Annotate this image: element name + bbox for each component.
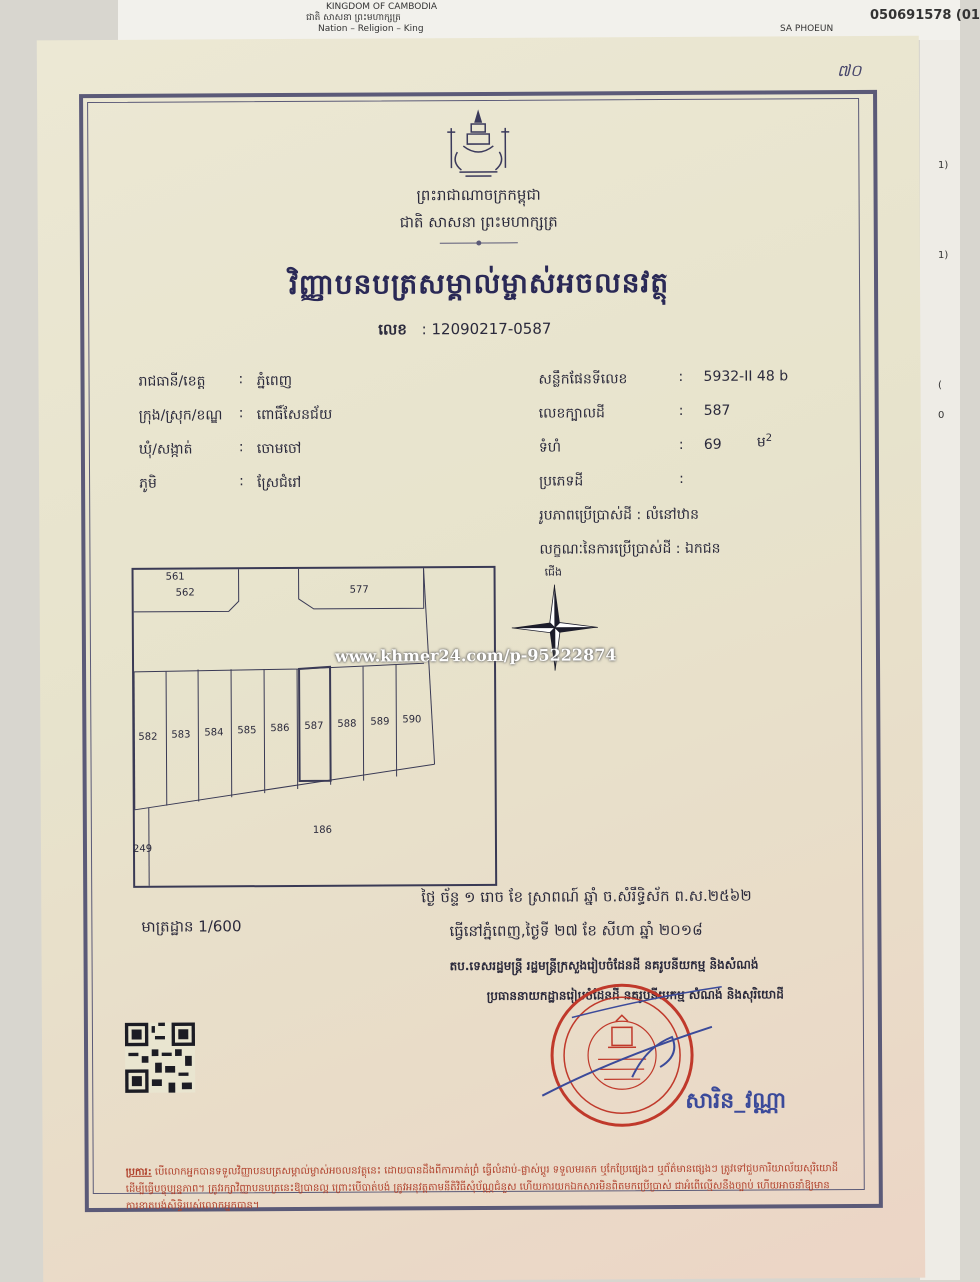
parcel-label-588: 588 bbox=[337, 718, 357, 730]
field-value-land-use: លំនៅឋាន bbox=[645, 506, 700, 524]
bg-text-motto: ជាតិ សាសនា ព្រះមហាក្សត្រ bbox=[306, 13, 401, 23]
bg-text-nation: Nation – Religion – King bbox=[318, 24, 424, 34]
certificate-number-value: 12090217-0587 bbox=[431, 319, 552, 339]
motto-heading: ជាតិ សាសនា ព្រះមហាក្សត្រ bbox=[399, 212, 558, 232]
kingdom-heading: ព្រះរាជាណាចក្រកម្ពុជា bbox=[416, 185, 541, 205]
heading-ornament-icon bbox=[438, 238, 520, 248]
parcel-label-577: 577 bbox=[349, 584, 369, 596]
field-label-commune: ឃុំ/សង្កាត់ bbox=[138, 441, 193, 458]
lunar-date: ថ្ងៃ ច័ន្ទ ១ រោច ខែ ស្រាពណ៍ ឆ្នាំ ច.សំរឹទ្ធិស័ក ព.ស.២៥៦២ bbox=[421, 886, 752, 907]
parcel-label-583: 583 bbox=[171, 729, 191, 741]
notice-paragraph bbox=[126, 1160, 852, 1215]
parcel-label-186: 186 bbox=[312, 824, 333, 836]
field-label-district: ក្រុង/ស្រុក/ខណ្ឌ bbox=[138, 407, 223, 424]
parcel-label-589: 589 bbox=[370, 716, 390, 728]
parcel-label-587: 587 bbox=[304, 720, 324, 732]
field-label-map-sheet: សន្លឹកផែនទីលេខ bbox=[538, 371, 628, 388]
parcel-label-585: 585 bbox=[237, 725, 257, 737]
background-paper-right bbox=[920, 40, 960, 1280]
bg-right-mark-2: 1) bbox=[938, 250, 949, 261]
field-value-district: ពោធិ៍សែនជ័យ bbox=[256, 406, 333, 424]
background-paper-top bbox=[118, 0, 980, 40]
royal-emblem-icon bbox=[437, 108, 519, 180]
parcel-label-561: 561 bbox=[165, 571, 185, 583]
north-label: ជើង bbox=[544, 565, 563, 579]
certificate-title: វិញ្ញាបនបត្រសម្គាល់ម្ចាស់អចលនវត្ថុ bbox=[288, 266, 670, 302]
field-label-village: ភូមិ bbox=[139, 475, 157, 492]
bg-right-mark-4: 0 bbox=[938, 410, 945, 421]
notice-text: បើលោកអ្នកបានទទួលវិញ្ញាបនបត្រសម្គាល់ម្ចាស់អចលនវត្ថុនេះ ដោយបានដឹងពីការកាត់ព្រំ ធ្វើលំដាប់-ផ្លាស់ប្តូរ ទទួលមរតក ឬកែប្រែផ្សេងៗ ឬព័ត៌មានផ្សេងៗ ត្រូវទៅជួបការិយាល័យសុរិយោដីដើម្បីធ្វើបច្ចុប្បន្នភាព។ ត្រូវរក្សាវិញ្ញាបនបត្រនេះឱ្យបានល្អ ព្រោះបើបាត់បង់ ត្រូវអនុវត្តតាមនីតិវិធីសុំប័ណ្ណជំនួស ហើយការយកឯកសារមិនពិតមកប្រើប្រាស់ ជាអំពើល្មើសនឹងច្បាប់ ហើយអាចនាំឱ្យមានការខាតបង់សិទ្ធិរបស់លោកអ្នកបាន។ bbox=[125, 1163, 839, 1212]
bg-right-mark-1: 1) bbox=[938, 160, 949, 171]
field-unit-area: ម$^2$ bbox=[756, 432, 773, 451]
bg-text-kingdom: KINGDOM OF CAMBODIA bbox=[326, 2, 438, 12]
field-label-parcel-number: លេខក្បាលដី bbox=[538, 405, 605, 422]
parcel-label-586: 586 bbox=[270, 723, 290, 735]
field-value-village: ស្រែជំរៅ bbox=[257, 474, 302, 492]
field-label-land-type: ប្រភេទដី bbox=[539, 473, 584, 490]
field-label-land-use: រូបភាពប្រើប្រាស់ដី : លំនៅឋាន bbox=[539, 506, 700, 524]
parcel-map-drawing bbox=[134, 568, 496, 886]
parcel-label-582: 582 bbox=[138, 731, 158, 743]
field-value-use-type: ឯកជន bbox=[684, 540, 721, 557]
parcel-label-562: 562 bbox=[175, 587, 195, 599]
map-scale bbox=[141, 917, 241, 940]
corner-handwritten-number: ៧០ bbox=[836, 61, 862, 81]
cadastral-map bbox=[132, 566, 498, 888]
bg-right-mark-3: ( bbox=[938, 380, 942, 391]
parcel-label-249: 249 bbox=[132, 843, 153, 855]
field-value-map-sheet: 5932-II 48 b bbox=[703, 368, 789, 385]
signatory-name: សារិន_វណ្ណា bbox=[685, 1088, 787, 1114]
certificate-number: លេខ : 12090217-0587 bbox=[378, 319, 552, 339]
notice-label: ប្រការ: bbox=[125, 1166, 152, 1178]
ministry-line: តប.ទេសរដ្ឋមន្ត្រី រដ្ឋមន្ត្រីក្រសួងរៀបចំដែនដី នគរូបនីយកម្ម និងសំណង់ bbox=[449, 957, 759, 974]
issue-date: ធ្វើនៅភ្នំពេញ,ថ្ងៃទី ២៧ ខែ សីហា ឆ្នាំ ២០១៨ bbox=[449, 920, 703, 941]
bg-text-name: SA PHOEUN bbox=[780, 24, 834, 34]
field-label-province: រាជធានី/ខេត្ត bbox=[138, 373, 206, 390]
qr-code-icon bbox=[125, 1023, 195, 1093]
certificate-number-label: លេខ bbox=[378, 320, 407, 339]
map-scale-value: 1/600 bbox=[198, 917, 242, 936]
parcel-label-584: 584 bbox=[204, 727, 224, 739]
field-value-province: ភ្នំពេញ bbox=[256, 372, 293, 390]
field-label-use-type: លក្ខណៈនៃការប្រើប្រាស់ដី : ឯកជន bbox=[539, 540, 721, 558]
land-title-certificate: ៧០ ព្រះរាជាណាចក្រកម្ពុជា ជាតិ សាសនា ព្រះមហាក្សត្រ វិញ្ញាបនបត្រសម្គាល់ម្ចាស់អចលនវត្ថុ លេខ : 12090217-0587 រាជធានី/ខេត្ត : ភ្នំពេញ ក្រុង/ស្រុក/ខណ្ឌ : ពោធិ៍សែនជ័យ ឃុំ/សង្កាត់ : ចោមចៅ ភូមិ : ស្រែជំរៅ សន្លឹកផែនទីលេខ : 5932-II 48 b លេខក្បាលដី : 587 ទំហំ : 69 ម$^2$ ប្រភេទដី : រូបភាពប្រើប្រាស់ដី : លំនៅឋាន លក្ខណៈនៃការប្រើប្រាស់ដី : ឯកជន 561 562 577 582 583 584 585 586 587 588 589 590 186 249 ជើង www.khmer24.com/p-95222874 ថ្ងៃ ច័ន្ទ ១ រោច ខែ ស្រាពណ៍ ឆ្នាំ ច.សំរឹទ្ធិស័ក ព.ស.២៥៦២ ធ្វើនៅភ្នំពេញ,ថ្ងៃទី ២៧ ខែ សីហា ឆ្នាំ ២០១៨ តប.ទេសរដ្ឋមន្ត្រី រដ្ឋមន្ត្រីក្រសួងរៀបចំដែនដី នគរូបនីយកម្ម និងសំណង់ ប្រធាននាយកដ្ឋានរៀបចំដែនដី នគរូបនីយកម្ម សំណង់ និងសុរិយោដី មាត្រដ្ឋាន 1/600 សារិន_វណ្ណា ប្រការ: បើលោកអ្នកបានទទួលវិញ្ញាបនបត្រសម្គាល់ម្ចាស់អចលនវត្ថុនេះ ដោយបានដឹងពីការកាត់ព្រំ ធ្វើលំដាប់-ផ្លាស់ប្តូរ ទទួលមរតក ឬកែប្រែផ្សេងៗ ឬព័ត៌មានផ្សេងៗ ត្រូវទៅជួបការិយាល័យសុរិយោដីដើម្បីធ្វើបច្ចុប្បន្នភាព។ ត្រូវរក្សាវិញ្ញាបនបត្រនេះឱ្យបានល្អ ព្រោះបើបាត់បង់ ត្រូវអនុវត្តតាមនីតិវិធីសុំប័ណ្ណជំនួស ហើយការយកឯកសារមិនពិតមកប្រើប្រាស់ ជាអំពើល្មើសនឹងច្បាប់ ហើយអាចនាំឱ្យមានការខាតបង់សិទ្ធិរបស់លោកអ្នកបាន។ bbox=[37, 36, 925, 1282]
field-value-parcel-number: 587 bbox=[703, 402, 731, 419]
bg-text-phone: 050691578 (01 bbox=[870, 8, 980, 23]
parcel-label-590: 590 bbox=[402, 714, 422, 726]
field-value-area: 69 bbox=[703, 436, 722, 453]
map-scale-label: មាត្រដ្ឋាន bbox=[141, 917, 194, 936]
official-title: ប្រធាននាយកដ្ឋានរៀបចំដែនដី នគរូបនីយកម្ម សំណង់ និងសុរិយោដី bbox=[486, 987, 784, 1003]
field-label-area: ទំហំ bbox=[538, 439, 562, 456]
field-value-commune: ចោមចៅ bbox=[256, 440, 302, 458]
watermark-url: www.khmer24.com/p-95222874 bbox=[334, 645, 617, 666]
